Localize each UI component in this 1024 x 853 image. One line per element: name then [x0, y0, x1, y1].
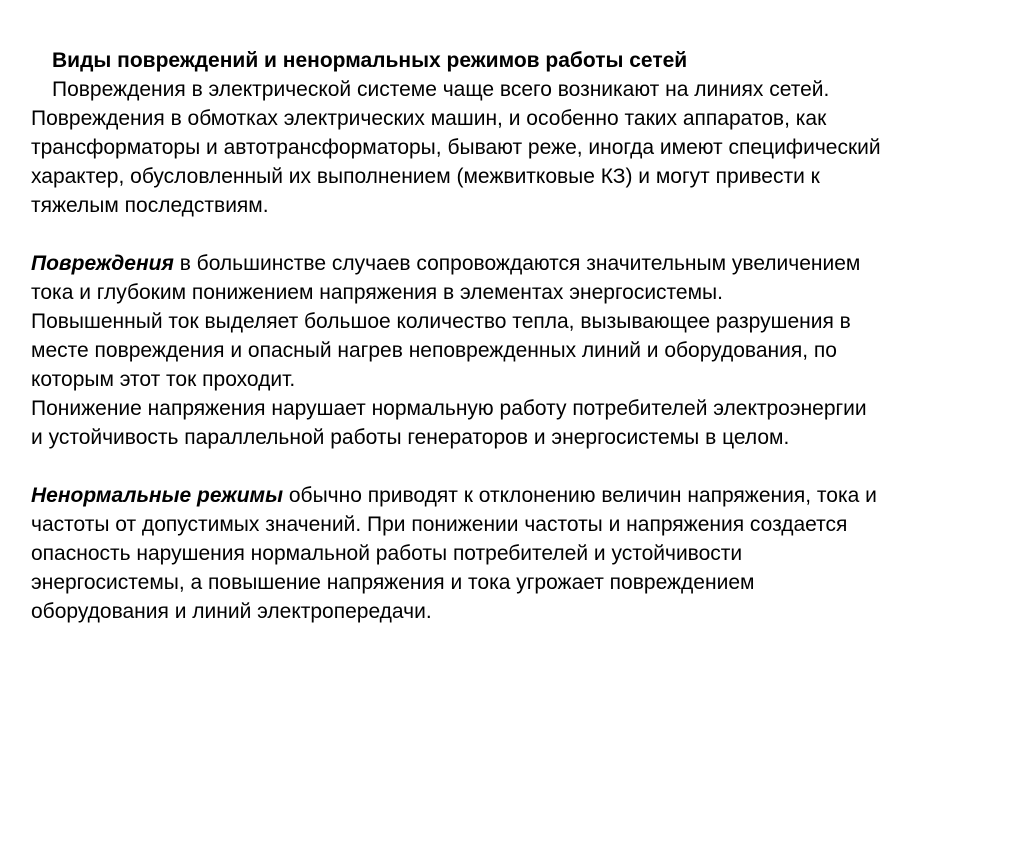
text-line: тяжелым последствиям.	[31, 194, 269, 217]
text-line	[31, 249, 1006, 278]
text-line: Повреждения в электрической системе чаще всего возникают на линиях сетей.	[52, 78, 830, 101]
text-line: которым этот ток проходит.	[31, 368, 296, 391]
text-fragment: в большинстве случаев сопровождаются значительным увеличением	[173, 252, 861, 275]
page-title: Виды повреждений и ненормальных режимов работы сетей	[52, 49, 688, 72]
text-fragment: обычно приводят к отклонению величин напряжения, тока и	[283, 484, 877, 507]
text-line: опасность нарушения нормальной работы потребителей и устойчивости	[31, 542, 743, 565]
term-abnormal-modes: Ненормальные режимы	[31, 484, 284, 507]
text-line: трансформаторы и автотрансформаторы, бывают реже, иногда имеют специфический	[31, 136, 881, 159]
text-line: характер, обусловленный их выполнением (межвитковые КЗ) и могут привести к	[31, 165, 820, 188]
text-line: Понижение напряжения нарушает нормальную работу потребителей электроэнергии	[31, 397, 867, 420]
term-damages: Повреждения	[31, 252, 174, 275]
text-line: частоты от допустимых значений. При понижении частоты и напряжения создается	[31, 513, 848, 536]
text-line: энергосистемы, а повышение напряжения и тока угрожает повреждением	[31, 571, 755, 594]
text-line	[31, 481, 1006, 510]
paragraph-spacer	[31, 220, 1006, 249]
paragraph-damages	[31, 249, 1006, 452]
paragraph-intro	[31, 75, 1006, 220]
text-line: месте повреждения и опасный нагрев неповрежденных линий и оборудования, по	[31, 339, 837, 362]
text-line: и устойчивость параллельной работы генераторов и энергосистемы в целом.	[31, 426, 790, 449]
text-line: оборудования и линий электропередачи.	[31, 600, 432, 623]
slide-content	[31, 46, 1006, 626]
paragraph-spacer	[31, 452, 1006, 481]
text-line: тока и глубоким понижением напряжения в элементах энергосистемы.	[31, 281, 723, 304]
text-line: Повреждения в обмотках электрических машин, и особенно таких аппаратов, как	[31, 107, 827, 130]
paragraph-abnormal-modes	[31, 481, 1006, 626]
text-line: Повышенный ток выделяет большое количество тепла, вызывающее разрушения в	[31, 310, 851, 333]
